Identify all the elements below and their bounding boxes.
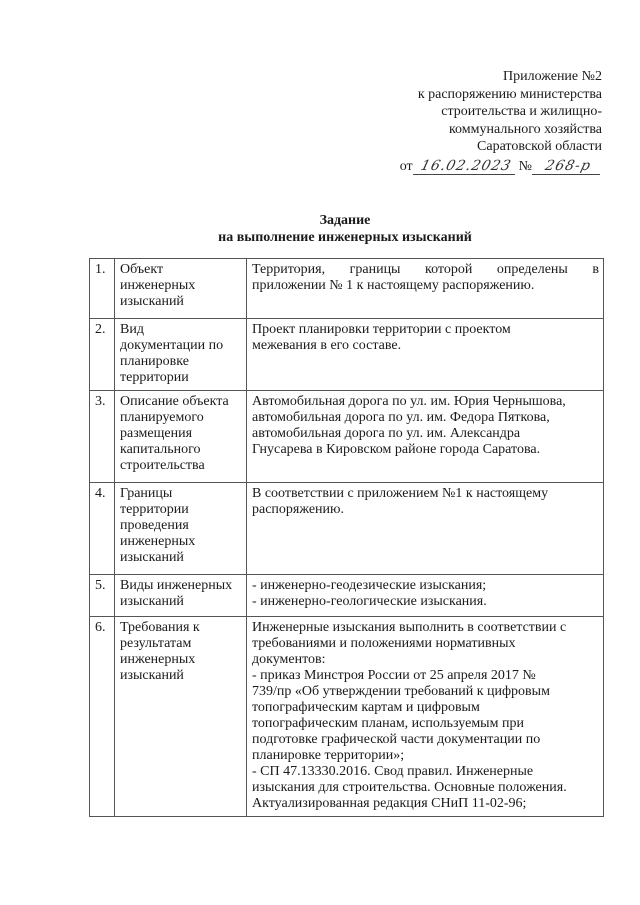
number-sign: № <box>518 158 532 174</box>
table-row <box>90 617 604 817</box>
description-line: топографическим картам и цифровым <box>252 700 480 715</box>
description-line: Территория, границы которой определены в <box>252 262 599 277</box>
row-description <box>247 617 604 817</box>
row-description <box>247 483 604 575</box>
document-title <box>0 212 640 246</box>
description-line: топографическим планам, используемым при <box>252 716 524 731</box>
row-description <box>247 259 604 319</box>
row-number: 6. <box>90 617 115 817</box>
subject-line: изысканий <box>120 594 184 609</box>
subject-line: Вид <box>120 322 144 337</box>
appendix-header <box>362 68 602 175</box>
description-line: - приказ Минстроя России от 25 апреля 2017 № <box>252 668 536 683</box>
description-line: 739/пр «Об утверждении требований к цифровым <box>252 684 550 699</box>
row-subject <box>115 391 247 483</box>
subject-line: Требования к <box>120 620 200 635</box>
row-subject <box>115 617 247 817</box>
row-subject <box>115 319 247 391</box>
description-line: - инженерно-геологические изыскания. <box>252 594 487 609</box>
subject-line: изысканий <box>120 668 184 683</box>
subject-line: изысканий <box>120 550 184 565</box>
description-line: - СП 47.13330.2016. Свод правил. Инженерные <box>252 764 534 779</box>
description-line: В соответствии с приложением №1 к настоящему <box>252 486 549 501</box>
handwritten-date: 16.02.2023 <box>413 158 519 175</box>
description-line: Актуализированная редакция СНиП 11-02-96; <box>252 796 527 811</box>
description-line: изыскания для строительства. Основные положения. <box>252 780 567 795</box>
subject-line: Границы <box>120 486 173 501</box>
header-line: к распоряжению министерства <box>417 86 602 102</box>
description-line: Автомобильная дорога по ул. им. Юрия Чернышова, <box>252 394 566 409</box>
description-line: Гнусарева в Кировском районе города Саратова. <box>252 442 541 457</box>
subject-line: изысканий <box>120 294 184 309</box>
header-line: Приложение №2 <box>503 69 602 84</box>
table-row <box>90 575 604 617</box>
row-number: 3. <box>90 391 115 483</box>
date-prefix: от <box>399 158 413 174</box>
header-line: строительства и жилищно- <box>441 104 602 119</box>
row-subject <box>115 483 247 575</box>
row-number: 5. <box>90 575 115 617</box>
row-number: 2. <box>90 319 115 391</box>
table-row <box>90 483 604 575</box>
description-line: документов: <box>252 652 326 667</box>
task-table <box>89 258 604 817</box>
subject-line: инженерных <box>120 278 196 293</box>
subject-line: проведения <box>120 518 189 533</box>
description-line: планировке территории»; <box>252 748 405 763</box>
subject-line: Объект <box>120 262 164 277</box>
subject-line: документации по <box>120 338 224 353</box>
table-row <box>90 259 604 319</box>
table-row <box>90 319 604 391</box>
description-line: приложении № 1 к настоящему распоряжению. <box>252 278 535 293</box>
subject-line: территории <box>120 370 189 385</box>
subject-line: размещения <box>120 426 193 441</box>
subject-line: Описание объекта <box>120 394 229 409</box>
title-line-2: на выполнение инженерных изысканий <box>218 230 472 245</box>
row-description <box>247 575 604 617</box>
row-subject <box>115 575 247 617</box>
subject-line: инженерных <box>120 534 196 549</box>
subject-line: планировке <box>120 354 189 369</box>
subject-line: территории <box>120 502 189 517</box>
description-line: Проект планировки территории с проектом <box>252 322 511 337</box>
description-line: межевания в его составе. <box>252 338 402 353</box>
subject-line: планируемого <box>120 410 204 425</box>
description-line: подготовке графической части документации по <box>252 732 541 747</box>
row-number: 4. <box>90 483 115 575</box>
handwritten-number: 268-р <box>532 158 604 175</box>
description-line: Инженерные изыскания выполнить в соответствии с <box>252 620 567 635</box>
subject-line: капитального <box>120 442 201 457</box>
row-description <box>247 319 604 391</box>
row-number: 1. <box>90 259 115 319</box>
row-description <box>247 391 604 483</box>
row-subject <box>115 259 247 319</box>
description-line: автомобильная дорога по ул. им. Александра <box>252 426 521 441</box>
subject-line: Виды инженерных <box>120 578 233 593</box>
title-line-1: Задание <box>319 213 371 228</box>
header-line: Саратовской области <box>477 139 602 154</box>
table-row <box>90 391 604 483</box>
date-number-line <box>362 158 602 176</box>
description-line: автомобильная дорога по ул. им. Федора Пяткова, <box>252 410 550 425</box>
subject-line: результатам <box>120 636 192 651</box>
subject-line: строительства <box>120 458 205 473</box>
description-line: распоряжению. <box>252 502 345 517</box>
header-line: коммунального хозяйства <box>448 121 602 137</box>
description-line: требованиями и положениями нормативных <box>252 636 516 651</box>
subject-line: инженерных <box>120 652 196 667</box>
description-line: - инженерно-геодезические изыскания; <box>252 578 487 593</box>
